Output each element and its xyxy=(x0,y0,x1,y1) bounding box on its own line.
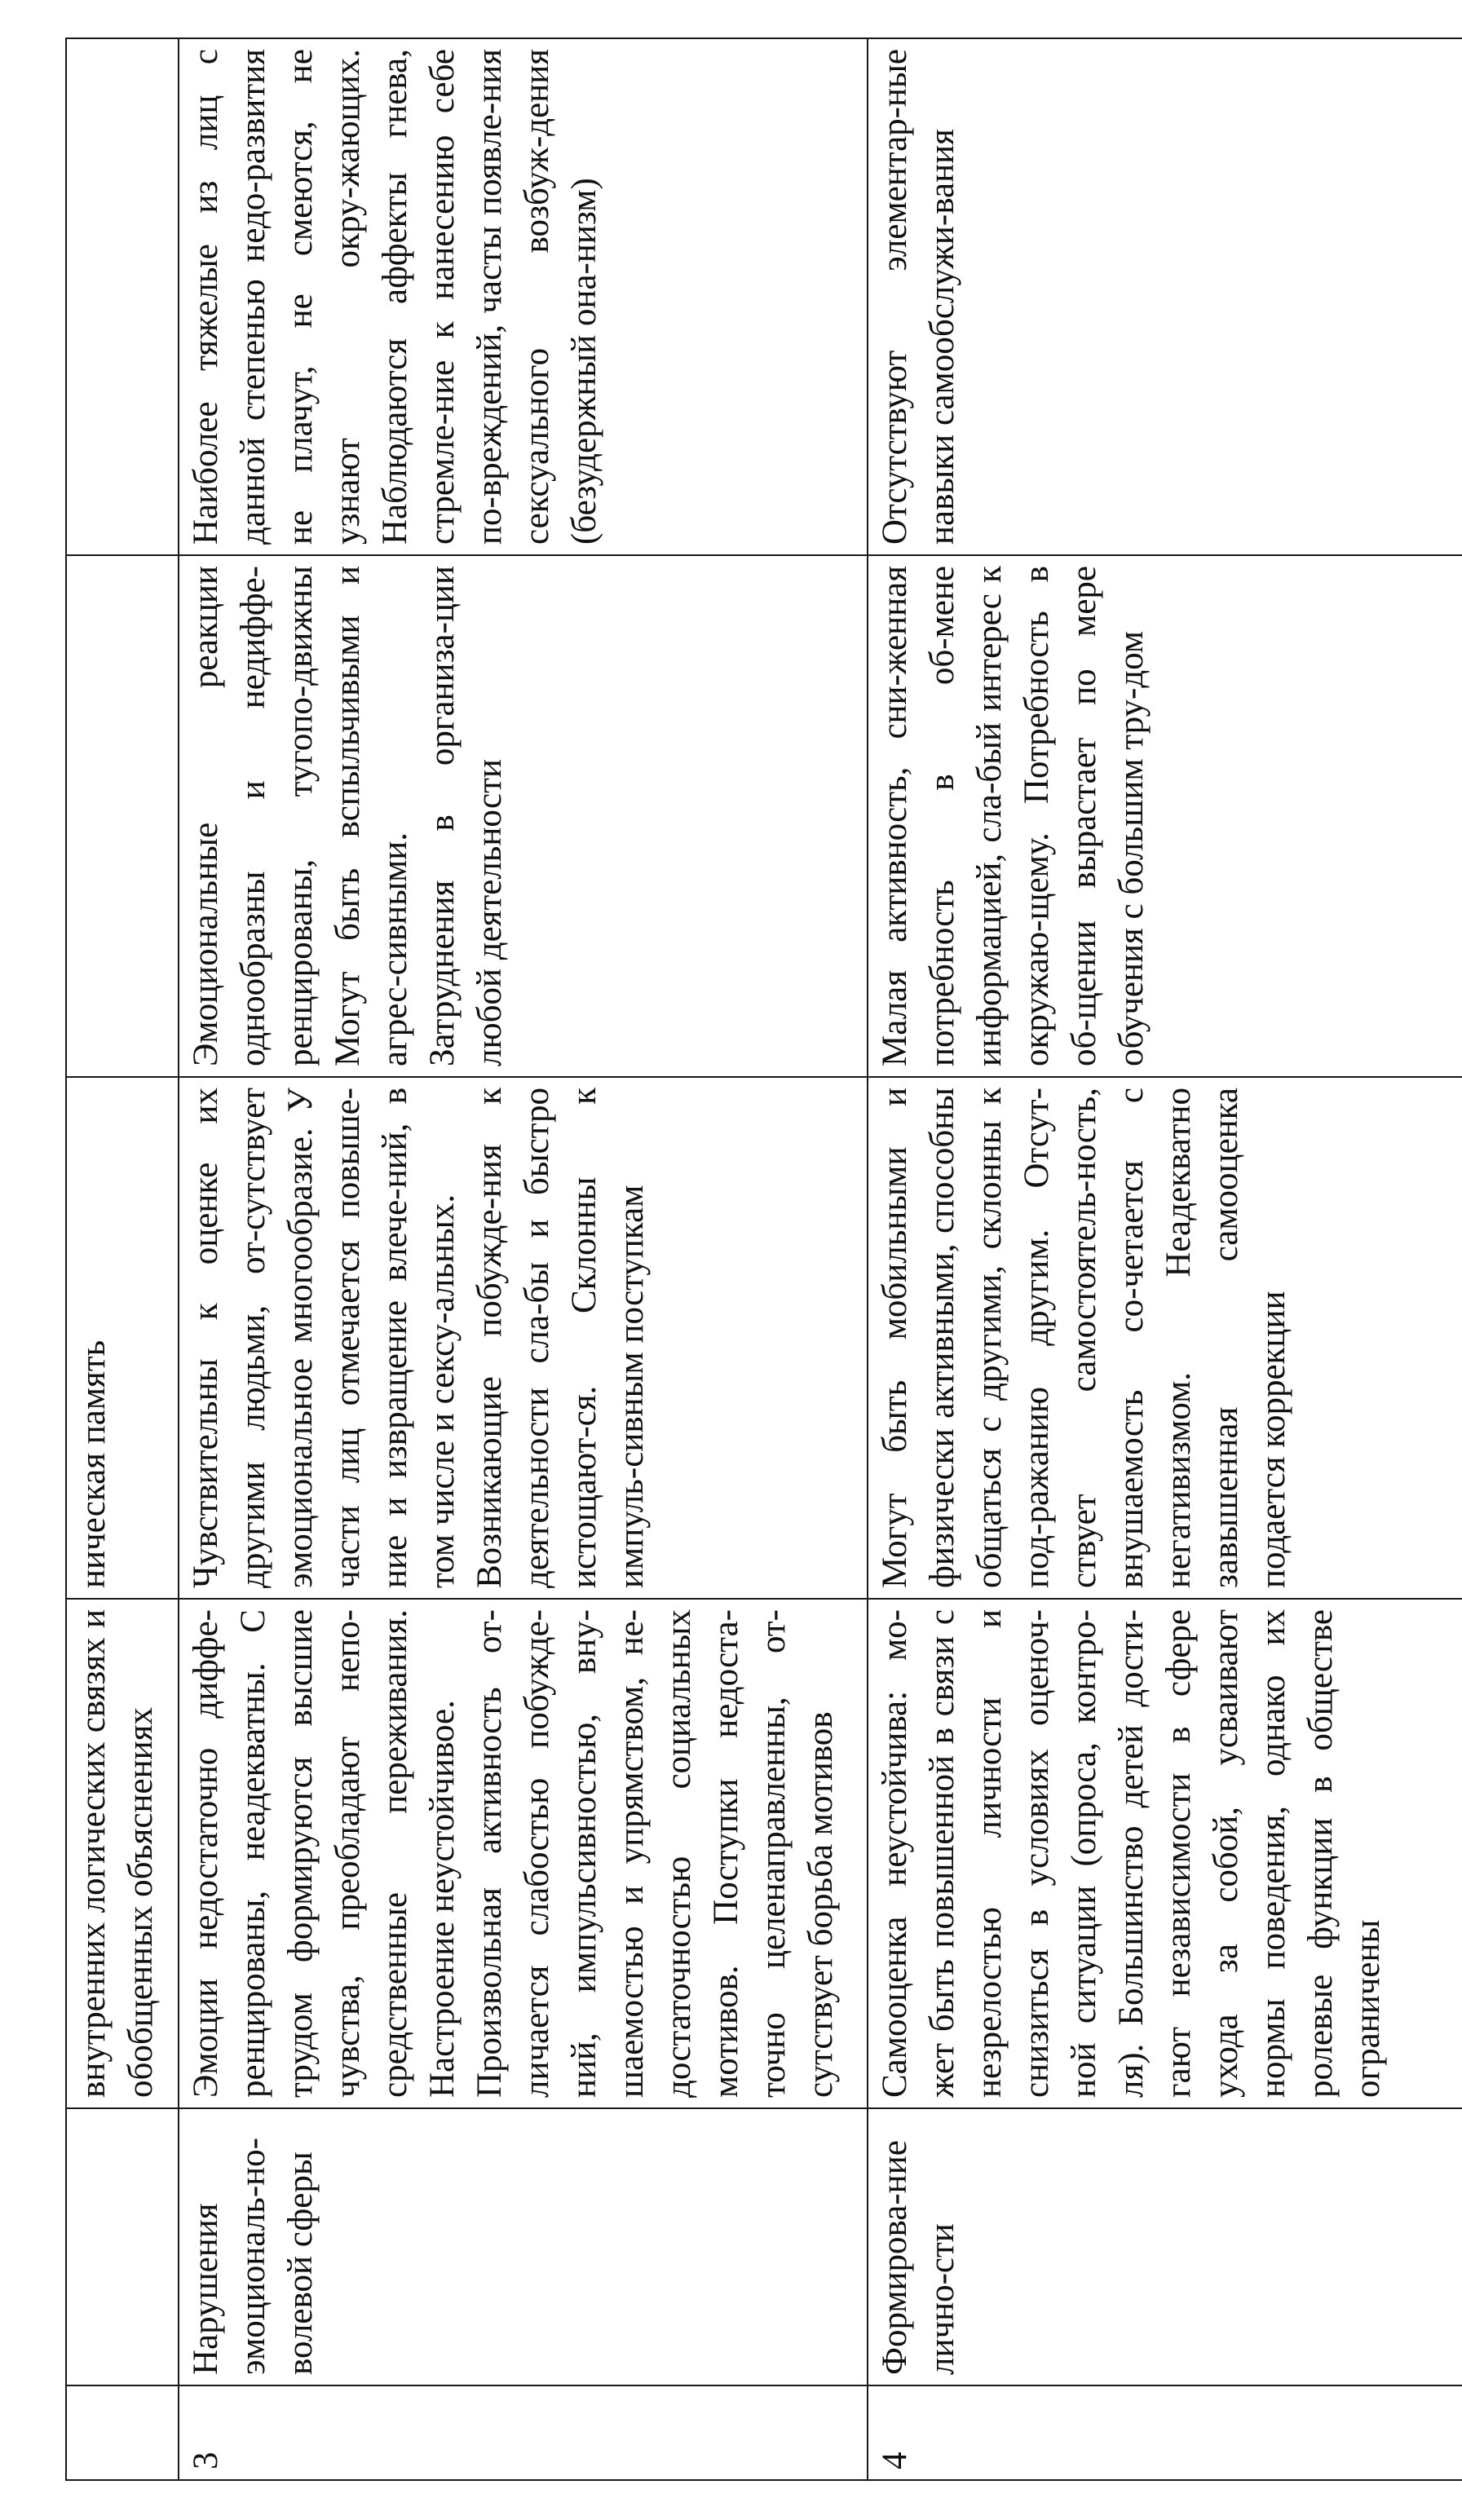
cell-col-c xyxy=(868,555,1462,1077)
cell-col-d xyxy=(179,38,868,555)
row-number-cell: 3 xyxy=(179,2385,868,2480)
row-name-cell: Нарушения эмоциональ-но-волевой сферы xyxy=(179,2108,868,2385)
cell-col-c xyxy=(179,555,868,1077)
paragraph: Эмоции недостаточно диффе-ренцированы, неадекватны. С трудом формируются высшие чувства, преобладают непо-средственные переживания. Настроение неустойчивое. xyxy=(187,1609,462,2098)
row-name-cell: Формирова-ние лично-сти xyxy=(868,2108,1462,2385)
table-row-continuation xyxy=(66,38,179,2480)
paragraph: Затруднения в организа-ции любой деятельности xyxy=(423,566,509,1066)
cell-col-a xyxy=(868,1599,1462,2108)
table-row xyxy=(179,38,868,2480)
row-number-cell: 4 xyxy=(868,2385,1462,2480)
paragraph: Возникающие побужде-ния к деятельности сла-бы и быстро истощают-ся. Склонны к импуль-сивным поступкам xyxy=(470,1088,651,1588)
paragraph: Малая активность, сни-женная потребность в об-мене информацией, сла-бый интерес к окружаю-щему. Потребность в об-щении вырастает по мере обучения с большим тру-дом xyxy=(876,566,1151,1066)
cell-col-d xyxy=(66,38,179,555)
paragraph: Эмоциональные реакции однообразны и недиффе-ренцированы, тугопо-движны Могут быть вспыльчивыми и агрес-сивными. xyxy=(187,566,414,1066)
cell-col-c xyxy=(66,555,179,1077)
paragraph: Отсутствуют элементар-ные навыки самообслужи-вания xyxy=(876,49,961,545)
cell-col-a: внутренних логических связях и обобщенных объяснениях xyxy=(66,1599,179,2108)
paragraph: Произвольная активность от-личается слабостью побужде-ний, импульсивностью, вну-шаемостью и упрямством, не-достаточностью социальных мотивов. Поступки недоста-точно целенаправленны, от-сутствует борьба мотивов xyxy=(470,1609,840,2098)
paragraph: Могут быть мобильными и физически активными, способны общаться с другими, склонны к под-ражанию другим. Отсут-ствует самостоятель-ность, внушаемость со-четается с негативизмом. Неадекватно завышенная самооценка подается коррекции xyxy=(876,1088,1292,1588)
paragraph: Наиболее тяжелые из лиц с данной степенью недо-развития не плачут, не смеются, не узнают окру-жающих. Наблюдаются аффекты гнева, стремле-ние к нанесению себе по-вреждений, часты появле-ния сексуального возбуж-дения (безудержный она-низм) xyxy=(187,49,603,545)
paragraph: Самооценка неустойчива: мо-жет быть повышенной в связи с незрелостью личности и снизиться в условиях оценоч-ной ситуации (опроса, контро-ля). Большинство детей дости-гают независимости в сфере ухода за собой, усваивают нормы поведения, однако их ролевые функции в обществе ограничены xyxy=(876,1609,1387,2098)
cell-col-b xyxy=(868,1077,1462,1599)
row-number-cell xyxy=(66,2385,179,2480)
cell-col-b: ническая память xyxy=(66,1077,179,1599)
cell-col-b xyxy=(179,1077,868,1599)
rotated-page xyxy=(65,39,1438,2481)
row-name-cell xyxy=(66,2108,179,2385)
cell-col-d xyxy=(868,38,1462,555)
paragraph: Чувствительны к оценке их другими людьми, от-сутствует эмоциональное многообразие. У части лиц отмечается повыше-ние и извращение влече-ний, в том числе и сексу-альных. xyxy=(187,1088,462,1588)
classification-table xyxy=(65,38,1462,2481)
table-row xyxy=(868,38,1462,2480)
cell-col-a xyxy=(179,1599,868,2108)
